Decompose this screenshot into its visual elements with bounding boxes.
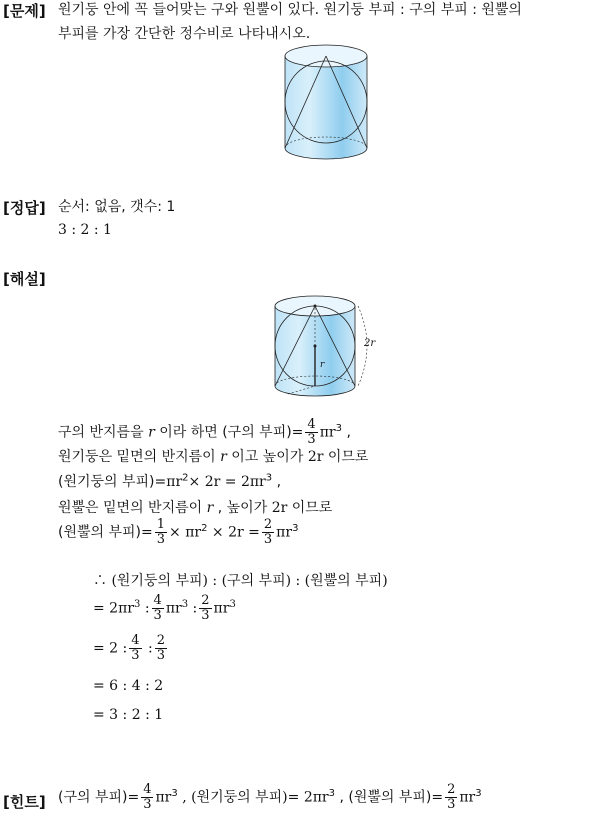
fraction-4-3: $\frac{4}{3}$ <box>307 417 316 447</box>
answer-value: 3 : 2 : 1 <box>58 222 112 238</box>
step-4: = 6 : 4 : 2 <box>93 678 164 694</box>
fraction-2-3: $\frac{2}{3}$ <box>263 517 273 547</box>
answer-tag: [정답] <box>3 199 46 217</box>
hint-tag: [힌트] <box>3 793 46 811</box>
explanation-tag: [해설] <box>3 270 46 288</box>
step-5: = 3 : 2 : 1 <box>93 707 164 723</box>
explanation-line-4: 원뿔은 밑면의 반지름이 r , 높이가 2r 이므로 <box>58 500 333 516</box>
figure-r-label: r <box>320 360 325 370</box>
problem-tag: [문제] <box>3 2 46 20</box>
step-1: ∴ (원기둥의 부피) : (구의 부피) : (원뿔의 부피) <box>93 573 388 589</box>
step-3: = 2 : $\frac{4}{3}$ : $\frac{2}{3}$ <box>93 633 165 663</box>
explanation-figure <box>268 290 378 402</box>
step-2: = $2\pi r^3$ : $\frac{4}{3}$ $\pi r^3$ : $\frac{2}{3}$ $\pi r^3$ <box>93 593 236 623</box>
answer-meta: 순서: 없음, 갯수: 1 <box>58 199 176 215</box>
explanation-line-5: (원뿔의 부피)= $\frac{1}{3}$ × $\pi r^2 \times 2r$ = $\frac{2}{3}$ $\pi r^3$ <box>58 517 299 547</box>
fraction-1-3: $\frac{1}{3}$ <box>156 517 166 547</box>
explanation-line-2: 원기둥은 밑면의 반지름이 r 이고 높이가 2r 이므로 <box>58 449 369 465</box>
cylinder-cone-sphere-figure <box>280 44 372 162</box>
problem-line-2: 부피를 가장 간단한 정수비로 나타내시오. <box>58 26 311 42</box>
explanation-line-3: (원기둥의 부피)$=\pi r^2\times 2r = 2\pi r^3$ , <box>58 472 282 490</box>
hint-line: (구의 부피)= $\frac{4}{3}$ $\pi r^3$ , (원기둥의 부피)= $2\pi r^3$ , (원뿔의 부피)= $\frac{2}{3}$ $\pi r^3$ <box>58 782 482 812</box>
problem-line-1: 원기둥 안에 꼭 들어맞는 구와 원뿔이 있다. 원기둥 부피 : 구의 부피 : 원뿔의 <box>58 2 522 18</box>
explanation-line-1: 구의 반지름을 r 이라 하면 (구의 부피)= $\frac{4}{3}$ $\pi r^3$ , <box>58 417 351 447</box>
figure-2r-label: 2r <box>364 338 376 349</box>
